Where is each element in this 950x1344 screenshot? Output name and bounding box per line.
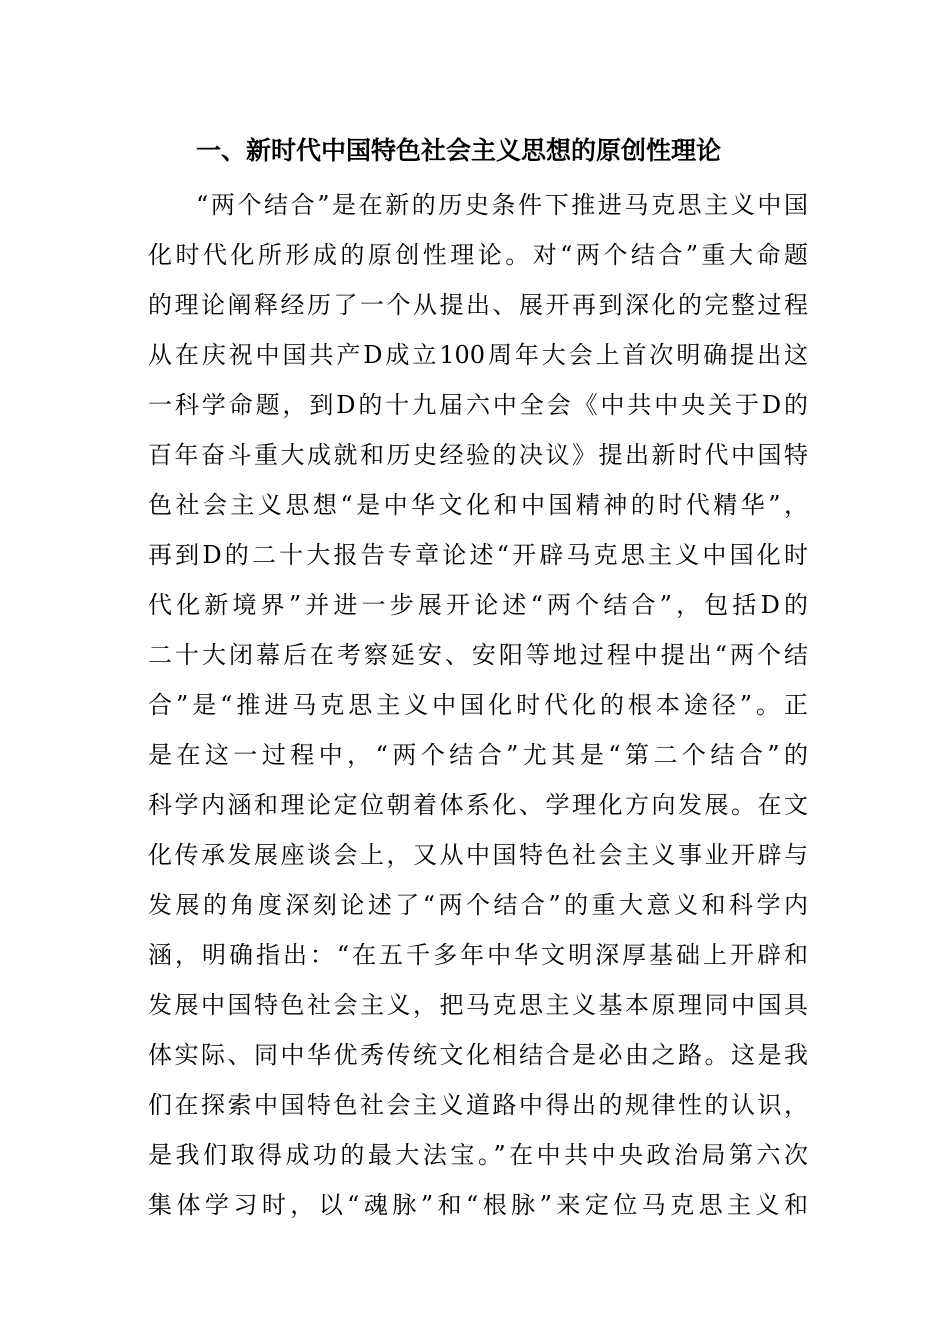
text-line: 体实际、同中华优秀传统文化相结合是必由之路。这是我 <box>148 1041 808 1069</box>
body-paragraph <box>148 180 808 1230</box>
text-line: “两个结合”是在新的历史条件下推进马克思主义中国 <box>196 191 808 219</box>
text-line: 从在庆祝中国共产D成立100周年大会上首次明确提出这 <box>148 341 808 369</box>
text-line: 是在这一过程中，“两个结合”尤其是“第二个结合”的 <box>148 741 808 769</box>
text-line: 发展的角度深刻论述了“两个结合”的重大意义和科学内 <box>148 891 808 919</box>
text-line: 一科学命题，到D的十九届六中全会《中共中央关于D的 <box>148 391 808 419</box>
text-line: 二十大闭幕后在考察延安、安阳等地过程中提出“两个结 <box>148 641 808 669</box>
text-line: 科学内涵和理论定位朝着体系化、学理化方向发展。在文 <box>148 791 808 819</box>
section-heading: 一、新时代中国特色社会主义思想的原创性理论 <box>196 136 722 165</box>
text-line: 化时代化所形成的原创性理论。对“两个结合”重大命题 <box>148 241 808 269</box>
text-line: 们在探索中国特色社会主义道路中得出的规律性的认识， <box>148 1091 808 1119</box>
text-line: 的理论阐释经历了一个从提出、展开再到深化的完整过程 <box>148 291 808 319</box>
text-line: 涵，明确指出：“在五千多年中华文明深厚基础上开辟和 <box>148 941 808 969</box>
text-line: 化传承发展座谈会上，又从中国特色社会主义事业开辟与 <box>148 841 808 869</box>
text-line: 代化新境界”并进一步展开论述“两个结合”，包括D的 <box>148 591 808 619</box>
text-line: 发展中国特色社会主义，把马克思主义基本原理同中国具 <box>148 991 808 1019</box>
text-line: 色社会主义思想“是中华文化和中国精神的时代精华”， <box>148 491 808 519</box>
text-line: 再到D的二十大报告专章论述“开辟马克思主义中国化时 <box>148 541 808 569</box>
text-line: 是我们取得成功的最大法宝。”在中共中央政治局第六次 <box>148 1141 808 1169</box>
text-line: 合”是“推进马克思主义中国化时代化的根本途径”。正 <box>148 691 808 719</box>
text-line: 集体学习时，以“魂脉”和“根脉”来定位马克思主义和 <box>148 1191 808 1219</box>
text-line: 百年奋斗重大成就和历史经验的决议》提出新时代中国特 <box>148 441 808 469</box>
